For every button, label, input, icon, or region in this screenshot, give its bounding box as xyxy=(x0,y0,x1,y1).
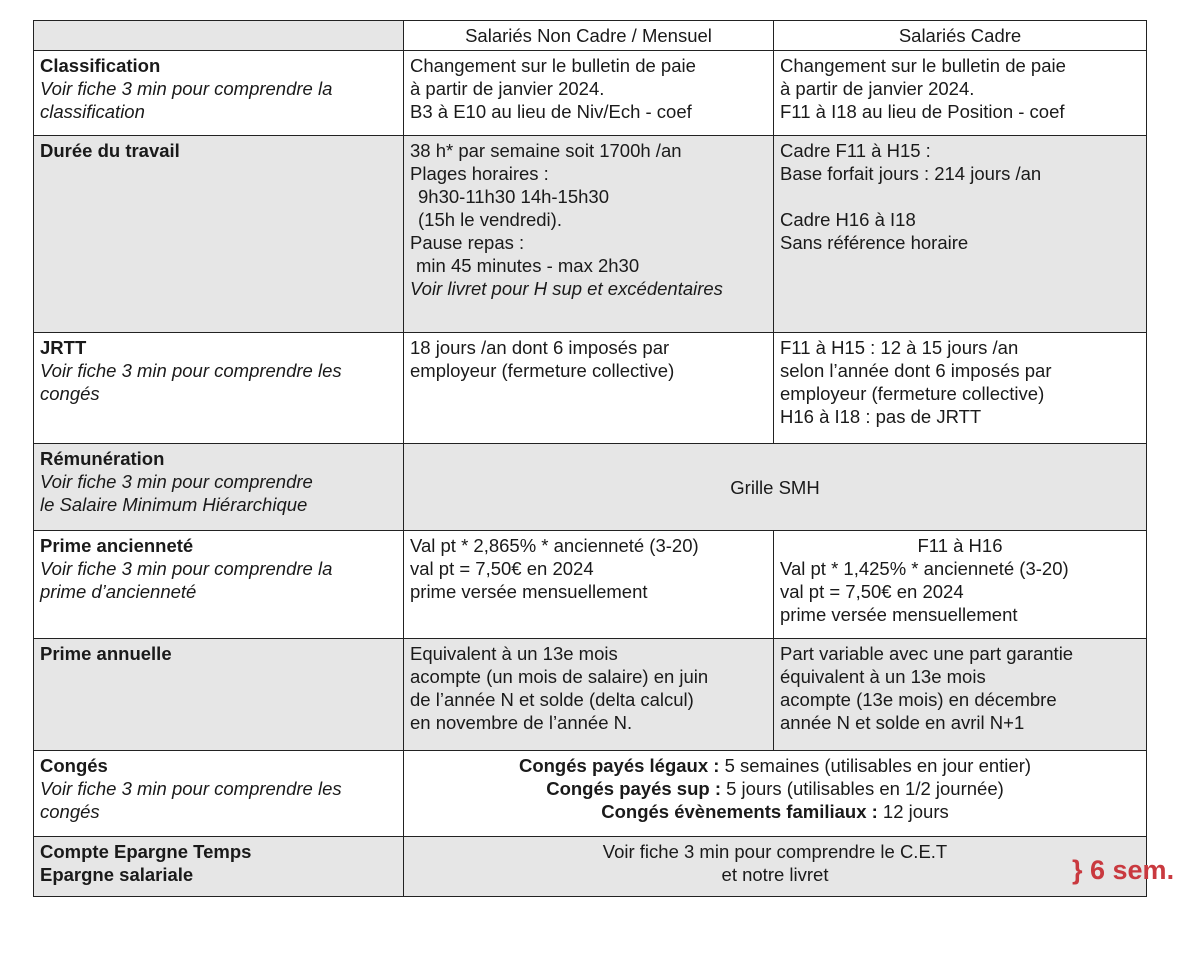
row-annuelle xyxy=(34,639,1147,751)
remuneration-merged: Grille SMH xyxy=(404,444,1147,531)
anciennete-cadre xyxy=(774,531,1147,639)
cell-line: 38 h* par semaine soit 1700h /an xyxy=(410,140,682,161)
row-label: Rémunération xyxy=(40,448,165,469)
cell-line: Val pt * 1,425% * ancienneté (3-20) xyxy=(780,558,1069,579)
classification-non-cadre xyxy=(404,51,774,136)
cell-line: Base forfait jours : 214 jours /an xyxy=(780,163,1042,184)
jrtt-label-cell xyxy=(34,333,404,444)
cell-line: Val pt * 2,865% * ancienneté (3-20) xyxy=(410,535,699,556)
row-jrtt xyxy=(34,333,1147,444)
header-non-cadre: Salariés Non Cadre / Mensuel xyxy=(404,21,774,51)
row-label: Prime annuelle xyxy=(40,643,172,664)
cell-line: Voir fiche 3 min pour comprendre le C.E.T xyxy=(602,841,948,862)
cell-line: de l’année N et solde (delta calcul) xyxy=(410,689,694,710)
annuelle-cadre xyxy=(774,639,1147,751)
cell-line: employeur (fermeture collective) xyxy=(780,383,1045,404)
conges-familiaux-title: Congés évènements familiaux : xyxy=(601,801,878,822)
cell-line: (15h le vendredi). xyxy=(418,209,562,230)
six-weeks-annotation: } 6 sem. xyxy=(1072,855,1175,885)
row-sublabel: le Salaire Minimum Hiérarchique xyxy=(40,494,308,515)
duree-non-cadre xyxy=(404,136,774,333)
conges-line-legaux xyxy=(410,754,1140,777)
cell-line: année N et solde en avril N+1 xyxy=(780,712,1025,733)
header-row xyxy=(34,21,1147,51)
row-sublabel: prime d’ancienneté xyxy=(40,581,197,602)
cet-merged xyxy=(404,837,1147,897)
conges-line-sup xyxy=(410,777,1140,800)
cell-line: prime versée mensuellement xyxy=(410,581,648,602)
jrtt-cadre xyxy=(774,333,1147,444)
header-empty-cell xyxy=(34,21,404,51)
cell-line: acompte (un mois de salaire) en juin xyxy=(410,666,709,687)
anciennete-non-cadre xyxy=(404,531,774,639)
cell-line: val pt = 7,50€ en 2024 xyxy=(410,558,594,579)
cell-line: F11 à H15 : 12 à 15 jours /an xyxy=(780,337,1019,358)
row-conges xyxy=(34,751,1147,837)
row-label: Prime ancienneté xyxy=(40,535,194,556)
annuelle-non-cadre xyxy=(404,639,774,751)
conges-familiaux-value: 12 jours xyxy=(877,801,949,822)
row-sublabel: congés xyxy=(40,801,100,822)
duree-label-cell xyxy=(34,136,404,333)
cell-line: Cadre F11 à H15 : xyxy=(780,140,931,161)
cell-line: employeur (fermeture collective) xyxy=(410,360,675,381)
conges-merged xyxy=(404,751,1147,837)
cell-title: F11 à H16 xyxy=(917,535,1003,556)
row-sublabel: Voir fiche 3 min pour comprendre la xyxy=(40,78,333,99)
classification-cadre xyxy=(774,51,1147,136)
cell-line: H16 à I18 : pas de JRTT xyxy=(780,406,982,427)
row-sublabel: classification xyxy=(40,101,145,122)
anciennete-label-cell xyxy=(34,531,404,639)
row-sublabel: congés xyxy=(40,383,100,404)
conges-label-cell xyxy=(34,751,404,837)
row-sublabel: Voir fiche 3 min pour comprendre les xyxy=(40,360,342,381)
row-label: JRTT xyxy=(40,337,87,358)
cell-line: Pause repas : xyxy=(410,232,525,253)
row-label: Congés xyxy=(40,755,108,776)
cell-line: Changement sur le bulletin de paie xyxy=(410,55,696,76)
cell-line: en novembre de l’année N. xyxy=(410,712,633,733)
row-sublabel: Voir fiche 3 min pour comprendre xyxy=(40,471,313,492)
cell-line: et notre livret xyxy=(721,864,829,885)
cell-line: à partir de janvier 2024. xyxy=(410,78,605,99)
cell-line: B3 à E10 au lieu de Niv/Ech - coef xyxy=(410,101,692,122)
conges-sup-title: Congés payés sup : xyxy=(546,778,721,799)
cell-line: équivalent à un 13e mois xyxy=(780,666,986,687)
cell-line: val pt = 7,50€ en 2024 xyxy=(780,581,964,602)
jrtt-non-cadre xyxy=(404,333,774,444)
row-label: Durée du travail xyxy=(40,140,180,161)
cell-line: Plages horaires : xyxy=(410,163,549,184)
cell-line: Cadre H16 à I18 xyxy=(780,209,916,230)
row-label: Classification xyxy=(40,55,161,76)
row-duree xyxy=(34,136,1147,333)
row-sublabel: Voir fiche 3 min pour comprendre les xyxy=(40,778,342,799)
conges-line-familiaux xyxy=(410,800,1140,823)
spacer xyxy=(780,185,1140,208)
row-label: Epargne salariale xyxy=(40,864,194,885)
cell-line: Equivalent à un 13e mois xyxy=(410,643,618,664)
row-label: Compte Epargne Temps xyxy=(40,841,252,862)
cell-line: min 45 minutes - max 2h30 xyxy=(416,255,640,276)
row-sublabel: Voir fiche 3 min pour comprendre la xyxy=(40,558,333,579)
classification-label-cell xyxy=(34,51,404,136)
annuelle-label-cell xyxy=(34,639,404,751)
cell-line: Part variable avec une part garantie xyxy=(780,643,1074,664)
header-cadre: Salariés Cadre xyxy=(774,21,1147,51)
cell-line: Sans référence horaire xyxy=(780,232,969,253)
row-remuneration xyxy=(34,444,1147,531)
cell-line: F11 à I18 au lieu de Position - coef xyxy=(780,101,1065,122)
cet-label-cell xyxy=(34,837,404,897)
conditions-table xyxy=(33,20,1147,897)
row-cet xyxy=(34,837,1147,897)
duree-cadre xyxy=(774,136,1147,333)
cell-line: 9h30-11h30 14h-15h30 xyxy=(418,186,609,207)
row-classification xyxy=(34,51,1147,136)
conges-sup-value: 5 jours (utilisables en 1/2 journée) xyxy=(720,778,1004,799)
cell-line: acompte (13e mois) en décembre xyxy=(780,689,1057,710)
cell-line: selon l’année dont 6 imposés par xyxy=(780,360,1052,381)
cell-line: 18 jours /an dont 6 imposés par xyxy=(410,337,670,358)
row-anciennete xyxy=(34,531,1147,639)
cell-line: Voir livret pour H sup et excédentaires xyxy=(410,278,723,299)
cell-line: prime versée mensuellement xyxy=(780,604,1018,625)
remuneration-label-cell xyxy=(34,444,404,531)
cell-line: Changement sur le bulletin de paie xyxy=(780,55,1066,76)
conges-legaux-title: Congés payés légaux : xyxy=(518,755,720,776)
conges-legaux-value: 5 semaines (utilisables en jour entier) xyxy=(719,755,1032,776)
cell-line: à partir de janvier 2024. xyxy=(780,78,975,99)
